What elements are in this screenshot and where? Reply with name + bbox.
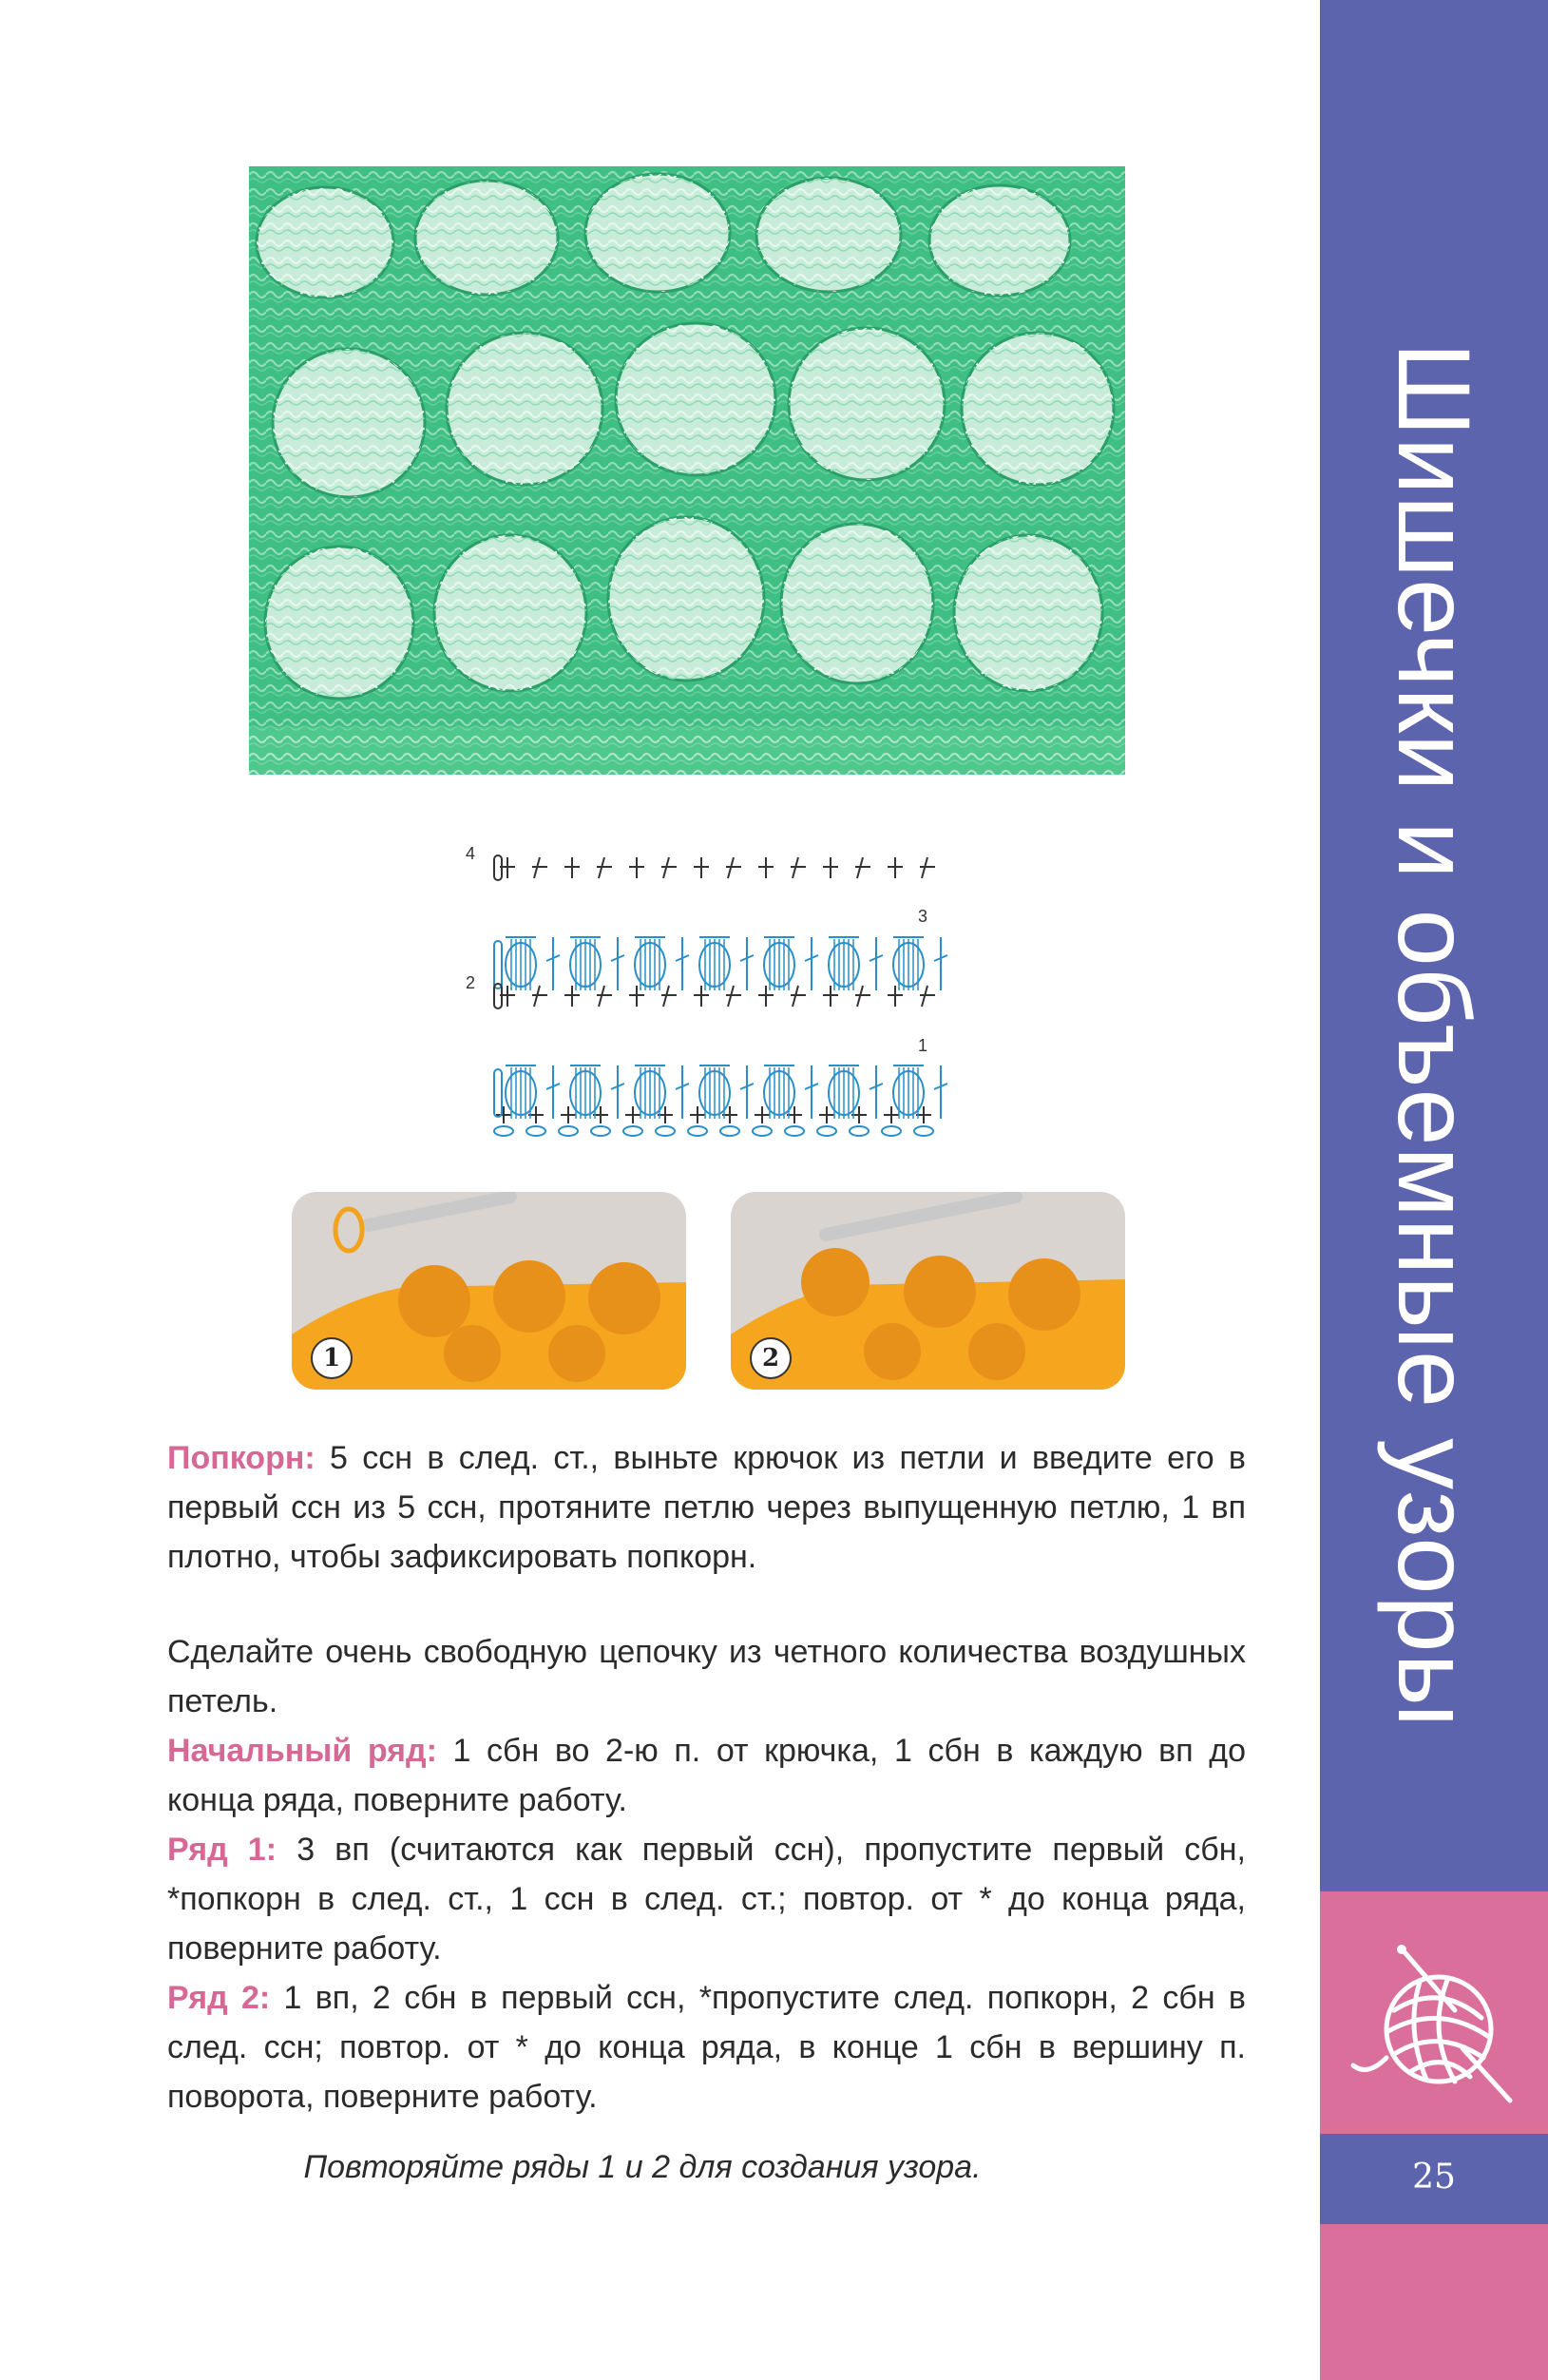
popcorn-definition <box>167 1433 1246 1582</box>
chart-row-label-2: 2 <box>466 973 476 992</box>
stitch-sample-photo <box>249 166 1125 775</box>
step-badge-1: 1 <box>311 1337 353 1379</box>
step-badge-2: 2 <box>750 1337 792 1379</box>
closing-note: Повторяйте ряды 1 и 2 для создания узора. <box>303 2149 982 2185</box>
yarn-ball-icon <box>1348 1944 1519 2110</box>
sidebar-bottom-band <box>1320 2224 1548 2380</box>
crochet-chart <box>466 827 950 1160</box>
row-1-term: Ряд 1: <box>167 1832 277 1868</box>
intro-text: Сделайте очень свободную цепочку из четного количества воздушных петель. <box>167 1634 1246 1719</box>
page-number: 25 <box>1412 2158 1456 2197</box>
instructions <box>167 1627 1246 2121</box>
row-2 <box>167 1973 1246 2121</box>
popcorn-term: Попкорн: <box>167 1440 315 1476</box>
step-photo-1 <box>292 1192 686 1390</box>
row-2-text: 1 вп, 2 сбн в первый ссн, *пропустите след. попкорн, 2 сбн в след. ссн; повтор. от * до конца ряда, в конце 1 сбн в вершину п. поворота, поверните работу. <box>167 1980 1246 2115</box>
sidebar <box>1320 0 1548 2380</box>
step-photo-2 <box>731 1192 1125 1390</box>
chapter-title: Шишечки и объемные узоры <box>1377 342 1492 1729</box>
row-start-term: Начальный ряд: <box>167 1733 437 1769</box>
row-1-text: 3 вп (считаются как первый ссн), пропустите первый сбн, *попкорн в след. ст., 1 ссн в след. ст.; повтор. от * до конца ряда, поверните работу. <box>167 1832 1247 1967</box>
row-2-term: Ряд 2: <box>167 1980 271 2016</box>
chart-row-label-3: 3 <box>918 907 928 926</box>
row-1 <box>167 1825 1246 1973</box>
chart-row-label-4: 4 <box>466 844 476 863</box>
row-start-text: 1 сбн во 2-ю п. от крючка, 1 сбн в каждую вп до конца ряда, поверните работу. <box>167 1733 1246 1818</box>
chart-row-label-1: 1 <box>918 1036 928 1055</box>
popcorn-text: 5 ссн в след. ст., выньте крючок из петли и введите его в первый ссн из 5 ссн, протяните петлю через выпущенную петлю, 1 вп плотно, чтобы зафиксировать попкорн. <box>167 1440 1246 1575</box>
row-start <box>167 1726 1246 1825</box>
